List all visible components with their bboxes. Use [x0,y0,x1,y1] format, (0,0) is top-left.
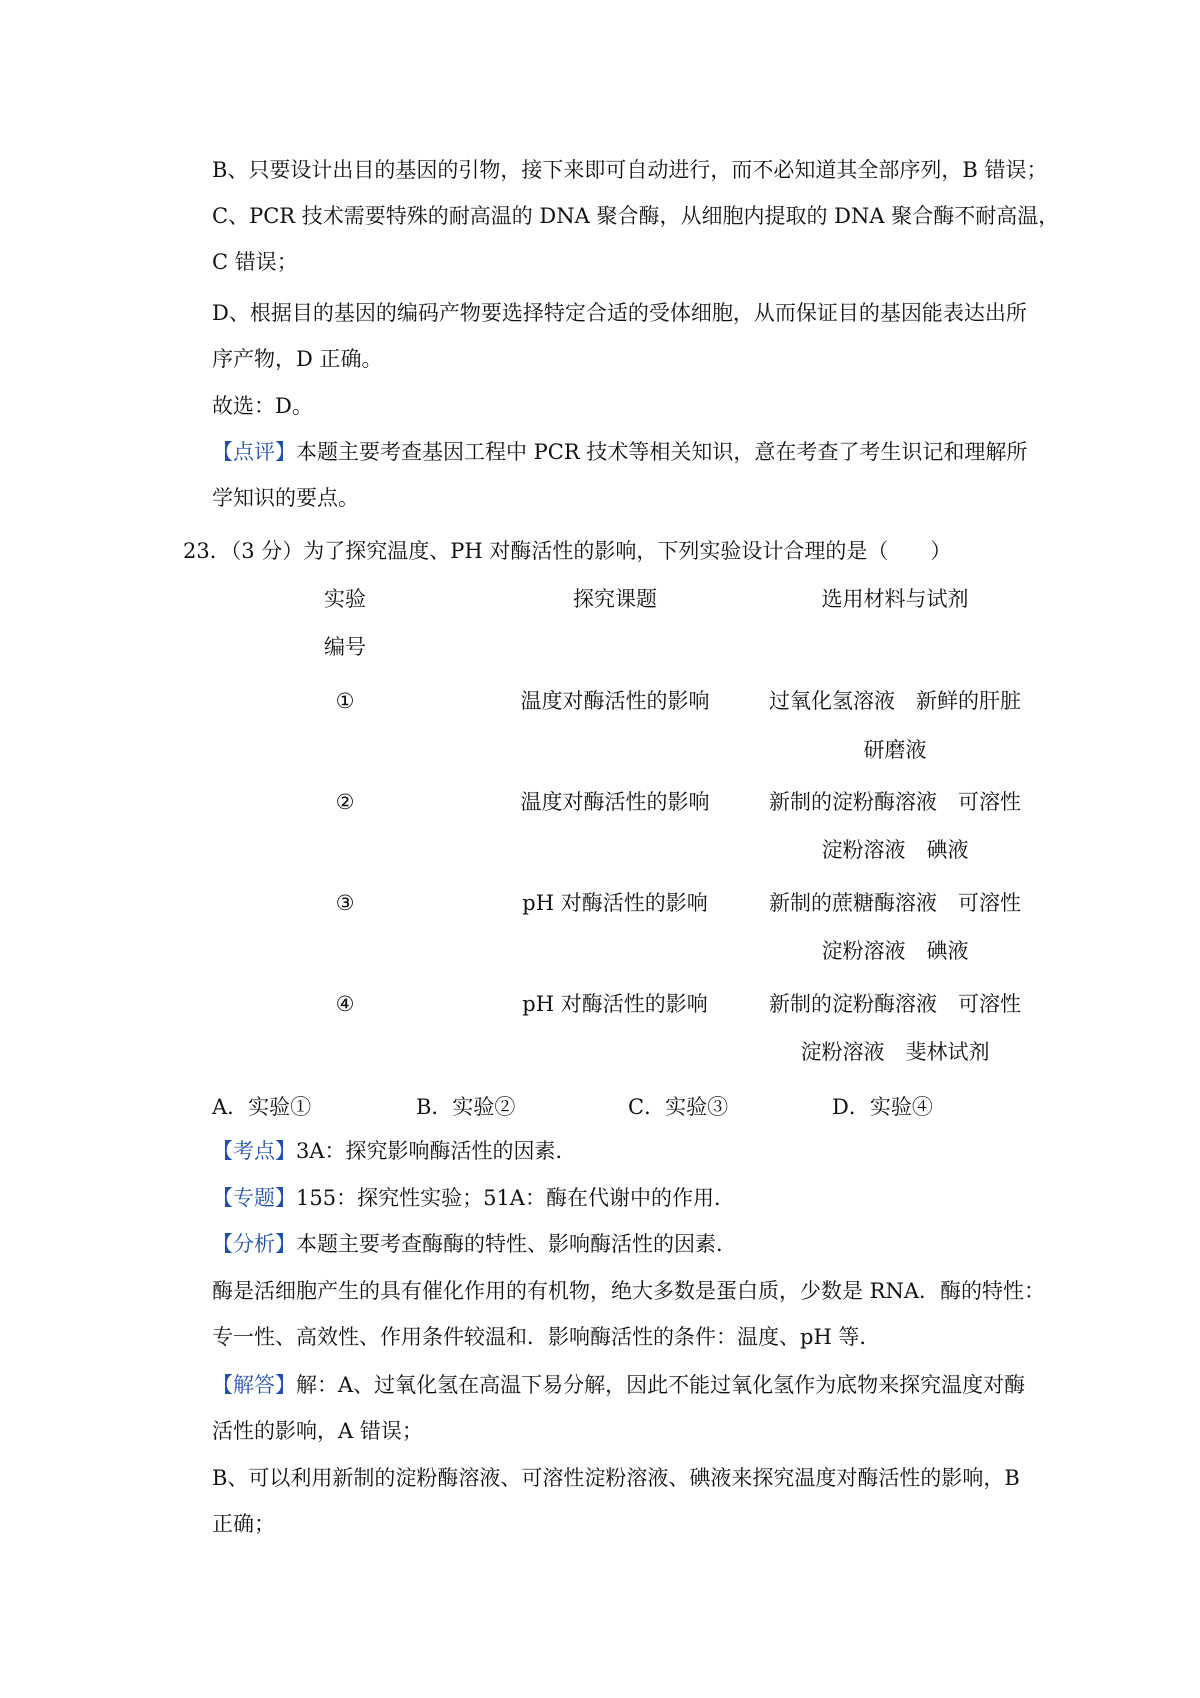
table-header-topic: 探究课题 [573,587,657,611]
text-line: 序产物，D 正确。 [212,347,383,371]
table-row-topic: 温度对酶活性的影响 [520,689,710,713]
table-header-materials: 选用材料与试剂 [821,587,969,611]
table-row-number: ④ [335,992,355,1016]
table-row-number: ③ [335,891,355,915]
table-row-number: ② [335,790,355,814]
table-row-materials: 新制的淀粉酶溶液 可溶性 [769,790,1021,814]
table-row-materials: 过氧化氢溶液 新鲜的肝脏 [769,689,1021,713]
jieda-line-3: B、可以利用新制的淀粉酶溶液、可溶性淀粉溶液、碘液来探究温度对酶活性的影响，B [212,1466,1020,1490]
table-row-topic: pH 对酶活性的影响 [522,992,708,1016]
table-header-number: 编号 [324,635,366,659]
fenxi-tag: 【分析】 [212,1232,296,1256]
review-text: 本题主要考查基因工程中 PCR 技术等相关知识，意在考查了考生识记和理解所 [296,440,1028,464]
table-row-materials-cont: 淀粉溶液 碘液 [821,939,969,963]
fenxi-line-2: 酶是活细胞产生的具有催化作用的有机物，绝大多数是蛋白质，少数是 RNA．酶的特性： [212,1279,1046,1303]
option-c: C．实验③ [628,1095,729,1119]
table-row-materials-cont: 研磨液 [863,738,927,762]
review-line [212,437,1032,467]
fenxi-line [212,1229,1032,1259]
text-line: D、根据目的基因的编码产物要选择特定合适的受体细胞，从而保证目的基因能表达出所 [212,301,1027,325]
kaodian-tag: 【考点】 [212,1139,296,1163]
zhuanti-line [212,1183,1032,1213]
fenxi-text: 本题主要考查酶酶的特性、影响酶活性的因素． [296,1232,737,1256]
table-row-materials-cont: 淀粉溶液 碘液 [821,838,969,862]
table-row-number: ① [335,689,355,713]
table-row-materials: 新制的淀粉酶溶液 可溶性 [769,992,1021,1016]
kaodian-text: 3A：探究影响酶活性的因素． [296,1139,577,1163]
table-header-experiment: 实验 [324,587,366,611]
kaodian-line [212,1136,1032,1166]
table-row-topic: pH 对酶活性的影响 [522,891,708,915]
jieda-line-4: 正确； [212,1512,275,1536]
text-line: B、只要设计出目的基因的引物，接下来即可自动进行，而不必知道其全部序列，B 错误； [212,158,1048,182]
zhuanti-tag: 【专题】 [212,1186,296,1210]
jieda-line [212,1370,1032,1400]
table-row-topic: 温度对酶活性的影响 [520,790,710,814]
table-row-materials: 新制的蔗糖酶溶液 可溶性 [769,891,1021,915]
text-line: C 错误； [212,250,298,274]
option-b: B．实验② [416,1095,516,1119]
jieda-tag: 【解答】 [212,1373,296,1397]
option-a: A．实验① [212,1095,312,1119]
review-tag: 【点评】 [212,440,296,464]
option-d: D．实验④ [832,1095,933,1119]
jieda-text: 解：A、过氧化氢在高温下易分解，因此不能过氧化氢作为底物来探究温度对酶 [296,1373,1026,1397]
zhuanti-text: 155：探究性实验；51A：酶在代谢中的作用． [296,1186,735,1210]
jieda-line-2: 活性的影响，A 错误； [212,1419,423,1443]
text-line: C、PCR 技术需要特殊的耐高温的 DNA 聚合酶，从细胞内提取的 DNA 聚合酶不耐高温， [212,204,1060,228]
fenxi-line-3: 专一性、高效性、作用条件较温和．影响酶活性的条件：温度、pH 等． [212,1325,881,1349]
table-row-materials-cont: 淀粉溶液 斐林试剂 [800,1040,990,1064]
question-text: 23．（3 分）为了探究温度、PH 对酶活性的影响，下列实验设计合理的是（ ） [183,539,952,563]
review-line-2: 学知识的要点。 [212,486,359,510]
text-line: 故选：D。 [212,394,313,418]
